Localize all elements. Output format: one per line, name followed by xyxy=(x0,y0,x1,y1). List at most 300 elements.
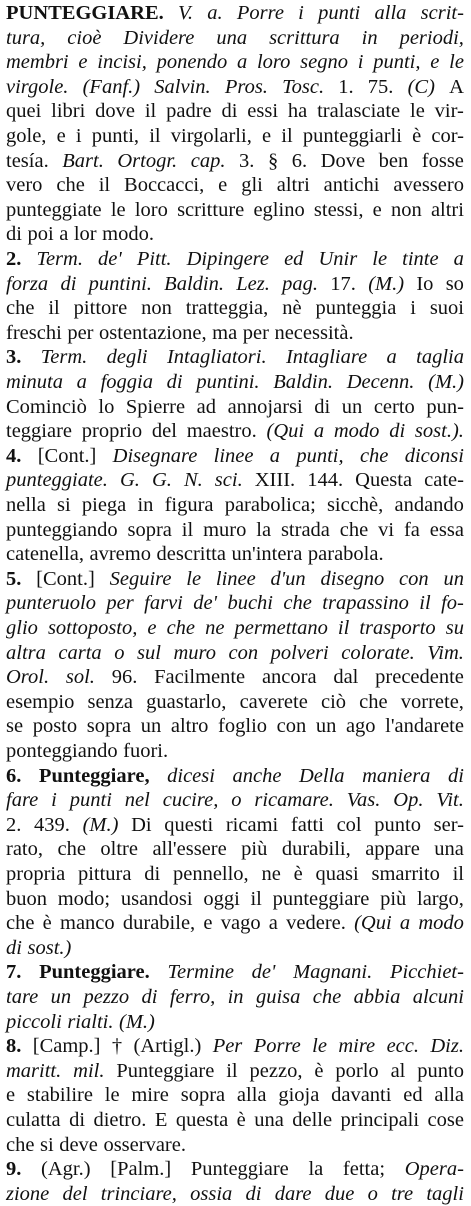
word: deve xyxy=(59,1133,98,1156)
word: § xyxy=(267,149,279,172)
word: sost.). xyxy=(414,420,464,443)
word: permettano xyxy=(234,617,328,639)
word: di xyxy=(69,1109,86,1131)
word: 96. xyxy=(111,666,138,689)
text-line xyxy=(6,345,464,370)
word: i xyxy=(298,2,304,24)
word: fetta; xyxy=(342,1158,386,1181)
word: e xyxy=(218,174,228,197)
word: ciò xyxy=(320,690,347,713)
word: N. xyxy=(183,469,203,492)
word: Term. xyxy=(40,346,88,369)
word: sol. xyxy=(65,666,95,689)
text-line xyxy=(6,985,464,1010)
word: punti, xyxy=(91,125,140,147)
word: è xyxy=(236,1109,246,1131)
word: de' xyxy=(193,592,218,615)
word: rialti. xyxy=(67,1010,114,1033)
text-line xyxy=(6,26,464,51)
word: (M.) xyxy=(82,813,119,836)
word: virgolarli, xyxy=(170,125,252,147)
word: punti, xyxy=(296,444,344,467)
text-line xyxy=(6,444,464,469)
word: (Qui xyxy=(354,912,392,935)
word: si xyxy=(57,494,71,516)
word: all'essere xyxy=(152,838,227,861)
word: il xyxy=(226,1059,238,1082)
word: 75. xyxy=(367,75,394,98)
word: del xyxy=(62,1182,88,1205)
word: suoi xyxy=(429,297,464,320)
word: un xyxy=(315,715,337,738)
word: le xyxy=(110,198,126,221)
word: antichi xyxy=(323,174,380,197)
word: piccoli xyxy=(6,1010,62,1033)
word: Term. xyxy=(36,248,83,270)
word: i xyxy=(51,789,57,812)
word: ricami xyxy=(225,813,279,836)
text-line xyxy=(6,714,464,739)
word: [Camp.] xyxy=(32,1035,101,1058)
word: i xyxy=(75,125,82,147)
word: pennello, xyxy=(172,863,249,885)
word: alcuni xyxy=(412,986,464,1008)
word: a xyxy=(313,420,325,443)
word: e xyxy=(203,912,213,935)
word: questi xyxy=(164,813,214,836)
word: ferro, xyxy=(169,986,216,1008)
word: il xyxy=(181,518,194,541)
word: che xyxy=(312,986,342,1008)
word: stabilire xyxy=(26,1084,93,1107)
word: Di xyxy=(131,813,152,836)
word: largo, xyxy=(417,887,464,910)
text-line xyxy=(6,788,464,813)
word: 144. xyxy=(307,469,344,492)
word: [Palm.] xyxy=(110,1158,172,1181)
word: V. xyxy=(178,2,194,24)
word: altro xyxy=(170,715,209,738)
word: o xyxy=(367,1182,378,1205)
word: un xyxy=(443,567,464,590)
word: a xyxy=(59,223,69,246)
word: a xyxy=(399,912,411,935)
word: degli xyxy=(106,346,148,369)
text-line xyxy=(6,321,464,346)
word: linee xyxy=(213,444,254,467)
word: maniera xyxy=(362,764,431,787)
text-line xyxy=(6,272,464,297)
word: avremo xyxy=(89,543,151,566)
word: (M.) xyxy=(368,272,405,295)
word: modo xyxy=(333,420,380,443)
word: andando xyxy=(394,494,464,516)
word: Tosc. xyxy=(282,75,325,98)
word: Pros. xyxy=(224,75,268,98)
word: con xyxy=(399,567,429,590)
word: per xyxy=(242,321,269,344)
word: pittura xyxy=(77,863,132,885)
word: punteggia xyxy=(315,297,397,320)
word: più xyxy=(380,887,407,910)
word: fa xyxy=(403,518,420,541)
text-line xyxy=(6,395,464,420)
word: [Cont.] xyxy=(36,567,95,590)
text-line xyxy=(6,813,464,838)
word: che xyxy=(6,1133,35,1156)
word: sul xyxy=(137,641,161,664)
word: è xyxy=(293,863,303,885)
word: le xyxy=(104,1084,120,1107)
word: che xyxy=(339,518,369,541)
word: sottoposto, xyxy=(47,617,138,639)
word: pezzo xyxy=(83,986,130,1008)
word: a. xyxy=(207,2,223,24)
word: trasporto xyxy=(359,617,436,639)
word: incisi, xyxy=(97,51,147,74)
text-line xyxy=(6,124,464,149)
word: (C) xyxy=(407,75,435,98)
word: Lez. xyxy=(236,272,270,295)
word: un xyxy=(50,986,72,1008)
word: cap. xyxy=(190,149,226,172)
word: nè xyxy=(282,297,302,320)
word: Opera- xyxy=(404,1158,464,1181)
word: il xyxy=(48,297,60,320)
word: appare xyxy=(365,838,420,861)
word: del xyxy=(151,420,177,443)
word: membri xyxy=(6,51,69,74)
word: Pitt. xyxy=(136,248,172,270)
text-line xyxy=(6,911,464,936)
word: (Agr.) xyxy=(41,1158,91,1181)
word: con xyxy=(276,715,307,738)
word: Seguire xyxy=(109,567,172,590)
word: G. xyxy=(119,469,140,492)
word: posto xyxy=(32,715,78,738)
word: che xyxy=(6,912,35,935)
word: con xyxy=(228,641,259,664)
word: diconsi xyxy=(404,444,464,467)
word: 6. xyxy=(291,149,308,172)
word: parabolica; xyxy=(224,494,316,516)
word: di xyxy=(314,395,331,418)
word: ne xyxy=(261,863,281,885)
word: (Artigl.) xyxy=(133,1035,202,1058)
word: d'un xyxy=(270,567,306,590)
word: Dipingere xyxy=(186,248,269,270)
word: fuori. xyxy=(123,740,169,762)
word: dietro. xyxy=(93,1109,147,1131)
word: glio xyxy=(6,617,38,639)
word: pag. xyxy=(282,272,319,295)
word: freschi xyxy=(6,321,62,344)
word: col xyxy=(336,813,362,836)
word: gioja xyxy=(278,1084,320,1107)
word: senza xyxy=(87,690,133,713)
word: i xyxy=(357,51,364,74)
word: ne xyxy=(205,617,225,639)
word: Ortogr. xyxy=(117,149,178,172)
word: vorrete, xyxy=(400,690,464,713)
word: e xyxy=(430,51,440,74)
word: pittore xyxy=(73,297,128,320)
word: (Qui xyxy=(266,420,305,443)
word: de' xyxy=(98,248,122,270)
word: fatti xyxy=(290,813,324,836)
word: alla xyxy=(236,1084,267,1107)
word: una xyxy=(434,838,464,861)
word: ha xyxy=(287,100,308,123)
text-line xyxy=(6,1083,464,1108)
word: porlo xyxy=(335,1059,379,1082)
word: disegno xyxy=(320,567,385,590)
word: il xyxy=(419,592,431,615)
word: Picchiet- xyxy=(389,961,464,984)
word: loro xyxy=(256,51,291,74)
text-line xyxy=(6,370,464,395)
text-line xyxy=(6,936,464,961)
word: lor xyxy=(73,223,97,246)
word: quasi xyxy=(315,863,359,885)
word: puntini. xyxy=(88,272,152,295)
word: un xyxy=(341,395,363,418)
word: colorate. xyxy=(341,641,415,664)
word: muro xyxy=(173,641,216,664)
word: e xyxy=(78,51,88,74)
word: che xyxy=(166,617,196,639)
word: Punteggiare xyxy=(116,1059,215,1082)
word: alla xyxy=(434,1084,464,1107)
word: smarrito xyxy=(371,863,440,885)
word: de' xyxy=(251,961,276,984)
word: Unir xyxy=(318,248,358,270)
word: su xyxy=(445,617,464,639)
word: libri xyxy=(51,100,86,123)
word: di xyxy=(60,272,77,295)
word: ancora xyxy=(261,666,317,689)
word: fo- xyxy=(441,592,464,615)
word: E xyxy=(154,1109,168,1131)
word: maritt. xyxy=(6,1059,62,1082)
word: Vit. xyxy=(436,789,464,812)
word: mil. xyxy=(73,1059,105,1082)
text-line xyxy=(6,1034,464,1059)
word: punteruolo xyxy=(6,592,96,615)
word: abbia xyxy=(353,986,401,1008)
word: al xyxy=(390,1059,406,1082)
word: di xyxy=(447,764,464,787)
word: in xyxy=(137,494,154,516)
word: i xyxy=(410,297,416,320)
word: buon xyxy=(6,887,47,910)
word: il xyxy=(281,125,293,147)
word: vero xyxy=(6,174,43,197)
word: Magnani. xyxy=(293,961,373,984)
word: gli xyxy=(241,174,263,197)
word: la xyxy=(308,1158,324,1181)
word: di xyxy=(166,371,183,393)
word: manco xyxy=(60,912,115,935)
word: annojarsi xyxy=(227,395,303,418)
text-line xyxy=(6,1059,464,1084)
word: † xyxy=(111,1035,123,1058)
word: 3. xyxy=(239,149,255,172)
word: cioè xyxy=(67,26,102,49)
word: dove xyxy=(95,100,136,123)
text-line xyxy=(6,862,464,887)
word: due xyxy=(324,1182,355,1205)
text-line xyxy=(6,149,464,174)
word: pezzo, xyxy=(249,1059,303,1082)
word: Vas. xyxy=(346,789,381,812)
word: il xyxy=(149,125,161,147)
word: durabili, xyxy=(281,838,351,861)
text-line xyxy=(6,665,464,690)
word: ser- xyxy=(433,813,464,836)
text-line xyxy=(6,1133,464,1158)
word: vedere. xyxy=(286,912,346,935)
word: vago xyxy=(220,912,261,935)
word: proprio xyxy=(81,420,143,443)
word: una xyxy=(216,26,248,49)
word: Op. xyxy=(393,789,424,812)
word: fare xyxy=(6,789,39,812)
word: a xyxy=(76,371,87,393)
word: Questa xyxy=(355,469,413,492)
word: Dove xyxy=(320,149,366,172)
word: forza xyxy=(6,272,49,295)
word: è xyxy=(314,1059,324,1082)
word: buchi xyxy=(227,592,273,615)
word: cucire, xyxy=(162,789,219,812)
word: ponendo xyxy=(156,51,228,74)
word: padre xyxy=(166,100,212,123)
word: teggiare xyxy=(6,420,73,443)
word: che xyxy=(359,444,389,467)
word: le xyxy=(410,100,425,123)
word: foglio xyxy=(218,715,268,738)
word: minuta xyxy=(6,371,63,393)
text-line xyxy=(6,641,464,666)
word: Intagliare xyxy=(285,346,368,369)
word: punteggiando xyxy=(6,518,118,541)
word: durabile, xyxy=(122,912,196,935)
text-line xyxy=(6,690,464,715)
word: stessi, xyxy=(313,198,364,221)
word: essi xyxy=(247,100,279,123)
word: punteggiare xyxy=(272,887,370,910)
word: Orol. xyxy=(6,666,50,689)
text-line xyxy=(6,518,464,543)
text-line xyxy=(6,173,464,198)
word: 8. xyxy=(6,1035,22,1058)
text-line xyxy=(6,99,464,124)
word: (M.) xyxy=(119,1010,155,1033)
word: di xyxy=(141,986,158,1008)
word: che xyxy=(56,174,85,197)
word: figura xyxy=(164,494,214,516)
word: di xyxy=(6,936,22,959)
word: le xyxy=(449,51,464,74)
word: punti, xyxy=(373,51,421,74)
text-line xyxy=(6,837,464,862)
word: culatta xyxy=(6,1109,61,1131)
word: ostentazione, xyxy=(99,321,207,344)
word: Intagliatori. xyxy=(166,346,267,369)
word: poi xyxy=(27,223,54,246)
word: necessità. xyxy=(274,321,354,344)
word: Io xyxy=(416,272,434,295)
word: 17. xyxy=(330,272,356,295)
word: farvi xyxy=(144,592,183,615)
word: Dividere xyxy=(123,26,195,49)
word: G. xyxy=(151,469,172,492)
word: strada xyxy=(280,518,330,541)
word: anche xyxy=(232,764,282,787)
word: maestro. xyxy=(186,420,257,443)
word: esempio xyxy=(6,690,75,713)
word: Punteggiare, xyxy=(38,764,150,787)
word: Bart. xyxy=(62,149,104,172)
word: o xyxy=(231,789,242,812)
word: parabola. xyxy=(307,543,384,566)
word: tesía. xyxy=(6,149,49,172)
word: ma xyxy=(212,321,238,344)
word: nella xyxy=(6,494,46,516)
word: punti xyxy=(69,789,112,812)
text-line xyxy=(6,1,464,26)
word: la xyxy=(256,518,272,541)
word: punto xyxy=(417,1059,464,1082)
text-line xyxy=(6,247,464,272)
text-line xyxy=(6,493,464,518)
word: il xyxy=(250,887,262,910)
word: foggia xyxy=(100,371,153,393)
word: il xyxy=(98,174,111,197)
word: ad xyxy=(196,395,217,418)
word: tagli xyxy=(426,1182,464,1205)
word: le xyxy=(312,1035,327,1058)
word: scrit- xyxy=(420,2,464,24)
word: 3. xyxy=(6,346,22,369)
word: un xyxy=(140,715,162,738)
text-line xyxy=(6,198,464,223)
word: e xyxy=(262,125,272,147)
word: pun- xyxy=(426,395,464,418)
word: ricamare. xyxy=(254,789,334,812)
word: punti xyxy=(318,2,361,24)
text-line xyxy=(6,75,464,100)
word: e xyxy=(56,125,66,147)
word: più xyxy=(241,838,268,861)
word: Cominciò xyxy=(6,395,87,418)
text-line xyxy=(6,1010,464,1035)
word: Punteggiare xyxy=(190,1158,289,1181)
word: Spierre xyxy=(125,395,186,418)
word: sopra xyxy=(127,518,172,541)
word: di xyxy=(144,863,161,885)
word: scritture xyxy=(177,198,245,221)
word: oggi xyxy=(203,887,240,910)
word: non xyxy=(141,297,172,320)
word: vir- xyxy=(434,100,464,123)
word: ago xyxy=(345,715,376,738)
word: piega xyxy=(81,494,127,516)
word: ed xyxy=(403,1084,423,1107)
word: e xyxy=(147,617,157,639)
word: trapassino xyxy=(322,592,409,615)
